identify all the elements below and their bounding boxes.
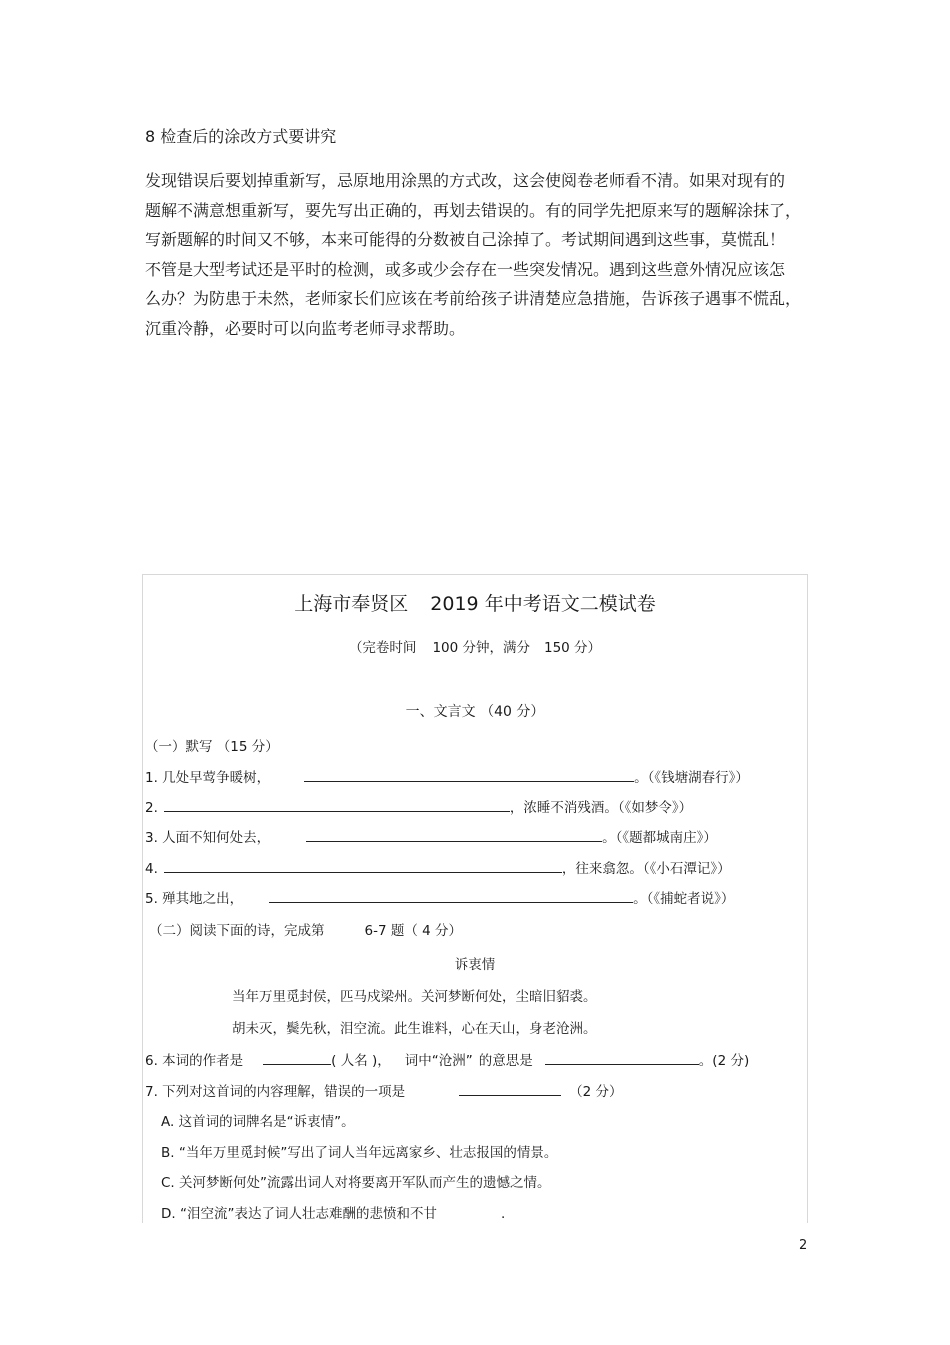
- question-text: ( 人名 )，: [331, 1053, 391, 1069]
- question-text: 5. 殚其地之出，: [145, 891, 244, 907]
- question-2: [145, 796, 692, 816]
- option-a[interactable]: A. 这首词的词牌名是“诉衷情”。: [161, 1114, 355, 1130]
- tips-paragraph: [145, 166, 817, 343]
- tips-line: 写新题解的时间又不够，本来可能得的分数被自己涂掉了。考试期间遇到这些事，莫慌乱！: [145, 230, 786, 249]
- question-source: 。（《题都城南庄》）: [602, 830, 717, 846]
- exam-title: [143, 589, 807, 616]
- answer-blank[interactable]: [459, 1081, 561, 1096]
- question-3: [145, 826, 717, 846]
- tips-line: 么办？为防患于未然，老师家长们应该在考前给孩子讲清楚应急措施，告诉孩子遇事不慌乱，: [145, 289, 802, 308]
- part1-heading: （一）默写 （15 分）: [145, 739, 279, 755]
- question-7: [145, 1080, 623, 1100]
- exam-title-region: 上海市奉贤区: [294, 593, 409, 615]
- question-1: [145, 766, 749, 786]
- question-text: 6. 本词的作者是: [145, 1053, 244, 1069]
- answer-blank[interactable]: [263, 1050, 331, 1065]
- question-text: 的意思是: [478, 1053, 533, 1069]
- tips-line: 发现错误后要划掉重新写，忌原地用涂黑的方式改，这会使阅卷老师看不清。如果对现有的: [145, 171, 786, 190]
- part2-heading: [149, 919, 462, 939]
- page-number: 2: [799, 1238, 808, 1253]
- question-4: [145, 857, 731, 877]
- option-c[interactable]: C. 关河梦断何处”流露出词人对将要离开军队而产生的遗憾之情。: [161, 1175, 551, 1191]
- question-source: 。（《钱塘湖春行》）: [634, 770, 749, 786]
- exam-excerpt: [142, 574, 808, 1223]
- answer-blank[interactable]: [545, 1050, 699, 1065]
- answer-blank[interactable]: [304, 767, 634, 782]
- question-5: [145, 887, 734, 907]
- tips-line: 沉重冷静，必要时可以向监考老师寻求帮助。: [145, 318, 466, 338]
- subtitle-part: 150 分）: [544, 640, 602, 656]
- question-source: 。（《捕蛇者说》）: [633, 891, 735, 907]
- option-d-text: D. “泪空流”表达了词人壮志难酬的悲愤和不甘: [161, 1206, 437, 1222]
- poem-line: 当年万里觅封侯，匹马戍梁州。关河梦断何处，尘暗旧貂裘。: [232, 989, 597, 1005]
- question-text: 7. 下列对这首词的内容理解，错误的一项是: [145, 1084, 406, 1100]
- option-b[interactable]: B. “当年万里觅封候”写出了词人当年远离家乡、壮志报国的情景。: [161, 1145, 558, 1161]
- tips-line: 不管是大型考试还是平时的检测，或多或少会存在一些突发情况。遇到这些意外情况应该怎: [145, 259, 786, 279]
- answer-blank[interactable]: [269, 888, 633, 903]
- subtitle-part: 100 分钟，满分: [432, 640, 530, 656]
- question-6: [145, 1049, 749, 1069]
- option-d[interactable]: [161, 1202, 505, 1222]
- answer-blank[interactable]: [164, 858, 562, 873]
- question-text: 3. 人面不知何处去，: [145, 830, 271, 846]
- question-source: ，往来翕忽。（《小石潭记》）: [561, 861, 731, 877]
- subtitle-part: （完卷时间: [348, 640, 417, 656]
- question-text: 2.: [145, 800, 158, 816]
- answer-blank[interactable]: [306, 827, 602, 842]
- question-text: 1. 几处早莺争暖树，: [145, 770, 271, 786]
- question-text: 词中“沧洲”: [404, 1053, 473, 1069]
- exam-title-main: 2019 年中考语文二模试卷: [430, 593, 656, 615]
- tips-heading: 8 检查后的涂改方式要讲究: [145, 127, 337, 146]
- option-d-end: .: [500, 1206, 506, 1222]
- part2-range: 6-7 题（ 4 分）: [364, 923, 463, 939]
- question-text: 4.: [145, 861, 158, 877]
- poem-title: 诉衷情: [454, 957, 496, 973]
- question-score: 。(2 分): [698, 1053, 750, 1069]
- question-score: （2 分）: [569, 1084, 623, 1100]
- answer-blank[interactable]: [164, 797, 510, 812]
- exam-subtitle: [143, 636, 807, 656]
- part2-text: （二）阅读下面的诗，完成第: [149, 923, 325, 939]
- section-heading: 一、文言文 （40 分）: [405, 704, 545, 720]
- poem-line: 胡未灭，鬓先秋，泪空流。此生谁料，心在天山，身老沧洲。: [232, 1021, 597, 1037]
- question-source: ，浓睡不消残酒。（《如梦令》）: [509, 800, 693, 816]
- tips-line: 题解不满意想重新写，要先写出正确的，再划去错误的。有的同学先把原来写的题解涂抹了，: [145, 200, 802, 220]
